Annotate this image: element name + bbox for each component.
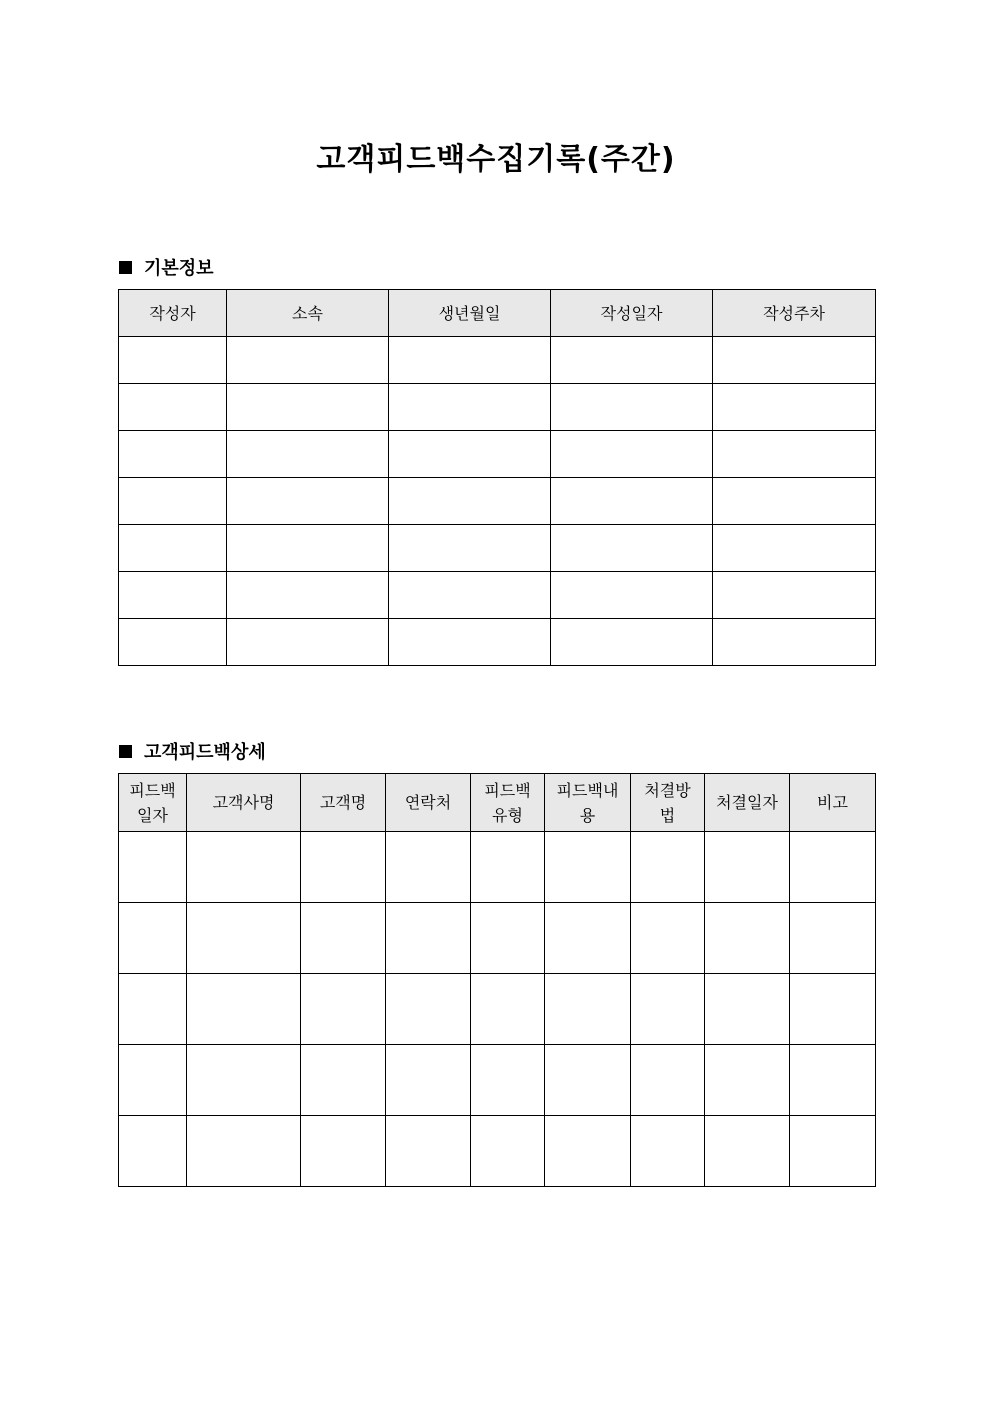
table-cell[interactable] [119, 974, 187, 1045]
table-cell[interactable] [389, 525, 551, 572]
page-title: 고객피드백수집기록(주간) [316, 142, 676, 177]
square-bullet-icon [119, 745, 132, 758]
feedback-detail-table [118, 773, 876, 1187]
column-header-written-date: 작성일자 [551, 290, 713, 337]
table-cell[interactable] [631, 832, 705, 903]
table-cell[interactable] [301, 1045, 386, 1116]
table-cell[interactable] [471, 1045, 545, 1116]
table-cell[interactable] [389, 619, 551, 666]
table-cell[interactable] [713, 384, 876, 431]
header-line: 비고 [817, 793, 848, 812]
table-cell[interactable] [389, 431, 551, 478]
table-cell[interactable] [119, 478, 227, 525]
table-cell[interactable] [551, 572, 713, 619]
table-cell[interactable] [119, 903, 187, 974]
column-header-affiliation: 소속 [227, 290, 389, 337]
table-cell[interactable] [227, 431, 389, 478]
table-cell[interactable] [227, 337, 389, 384]
table-cell[interactable] [386, 1045, 471, 1116]
table-cell[interactable] [631, 1116, 705, 1187]
table-cell[interactable] [705, 974, 790, 1045]
table-cell[interactable] [187, 1116, 301, 1187]
table-cell[interactable] [119, 384, 227, 431]
table-cell[interactable] [119, 431, 227, 478]
table-row [119, 1045, 876, 1116]
column-header-written-week: 작성주차 [713, 290, 876, 337]
table-cell[interactable] [386, 974, 471, 1045]
header-line: 일자 [137, 805, 168, 825]
table-cell[interactable] [386, 832, 471, 903]
square-bullet-icon [119, 261, 132, 274]
table-cell[interactable] [301, 903, 386, 974]
table-cell[interactable] [119, 1116, 187, 1187]
table-cell[interactable] [386, 1116, 471, 1187]
table-cell[interactable] [705, 1116, 790, 1187]
column-header-feedback-date [119, 774, 187, 832]
table-cell[interactable] [227, 478, 389, 525]
section-heading-basic-info [119, 254, 214, 280]
table-cell[interactable] [119, 337, 227, 384]
table-row [119, 525, 876, 572]
table-cell[interactable] [790, 903, 876, 974]
column-header-feedback-type [471, 774, 545, 832]
table-header-row [119, 290, 876, 337]
column-header-resolution-method [631, 774, 705, 832]
header-line: 피드백 [129, 780, 176, 800]
table-row [119, 974, 876, 1045]
basic-info-table [118, 289, 876, 666]
table-cell[interactable] [705, 1045, 790, 1116]
column-header-contact [386, 774, 471, 832]
table-cell[interactable] [301, 832, 386, 903]
table-cell[interactable] [631, 903, 705, 974]
table-cell[interactable] [545, 1045, 631, 1116]
table-cell[interactable] [301, 1116, 386, 1187]
header-line: 피드백 [484, 780, 531, 800]
table-cell[interactable] [545, 1116, 631, 1187]
table-cell[interactable] [551, 431, 713, 478]
header-line: 피드백내 [556, 780, 619, 800]
column-header-birthdate: 생년월일 [389, 290, 551, 337]
column-header-customer-name [301, 774, 386, 832]
section-heading-label: 고객피드백상세 [144, 742, 266, 763]
column-header-resolution-date [705, 774, 790, 832]
table-cell[interactable] [227, 525, 389, 572]
table-row [119, 384, 876, 431]
table-cell[interactable] [631, 1045, 705, 1116]
header-line: 처결방 [644, 780, 691, 800]
table-cell[interactable] [389, 337, 551, 384]
table-cell[interactable] [545, 974, 631, 1045]
table-cell[interactable] [471, 832, 545, 903]
column-header-company-name [187, 774, 301, 832]
table-cell[interactable] [187, 903, 301, 974]
table-cell[interactable] [551, 619, 713, 666]
table-cell[interactable] [471, 903, 545, 974]
table-cell[interactable] [790, 832, 876, 903]
table-cell[interactable] [227, 384, 389, 431]
table-cell[interactable] [713, 337, 876, 384]
table-cell[interactable] [187, 1045, 301, 1116]
table-cell[interactable] [227, 619, 389, 666]
table-cell[interactable] [551, 525, 713, 572]
table-cell[interactable] [389, 572, 551, 619]
table-cell[interactable] [790, 1116, 876, 1187]
header-line: 고객사명 [212, 793, 275, 812]
column-header-feedback-content [545, 774, 631, 832]
table-cell[interactable] [705, 832, 790, 903]
table-cell[interactable] [551, 337, 713, 384]
header-line: 법 [659, 805, 676, 825]
table-cell[interactable] [386, 903, 471, 974]
table-cell[interactable] [119, 832, 187, 903]
table-cell[interactable] [471, 1116, 545, 1187]
table-cell[interactable] [389, 384, 551, 431]
header-line: 연락처 [404, 793, 452, 812]
table-cell[interactable] [471, 974, 545, 1045]
table-cell[interactable] [227, 572, 389, 619]
table-row [119, 478, 876, 525]
table-row [119, 337, 876, 384]
table-row [119, 431, 876, 478]
table-cell[interactable] [551, 478, 713, 525]
table-cell[interactable] [389, 478, 551, 525]
table-cell[interactable] [187, 832, 301, 903]
table-cell[interactable] [713, 572, 876, 619]
table-cell[interactable] [119, 572, 227, 619]
table-cell[interactable] [119, 525, 227, 572]
column-header-remarks [790, 774, 876, 832]
header-line: 유형 [492, 805, 523, 825]
column-header-writer: 작성자 [119, 290, 227, 337]
table-cell[interactable] [790, 1045, 876, 1116]
table-cell[interactable] [545, 903, 631, 974]
table-cell[interactable] [119, 1045, 187, 1116]
table-cell[interactable] [631, 974, 705, 1045]
header-line: 처결일자 [716, 793, 778, 812]
table-cell[interactable] [545, 832, 631, 903]
table-header-row [119, 774, 876, 832]
header-line: 고객명 [319, 793, 367, 812]
table-row [119, 1116, 876, 1187]
table-cell[interactable] [713, 619, 876, 666]
section-heading-label: 기본정보 [144, 258, 214, 279]
section-heading-feedback-detail [119, 738, 266, 764]
table-cell[interactable] [713, 478, 876, 525]
table-cell[interactable] [713, 525, 876, 572]
header-line: 용 [579, 805, 596, 825]
table-cell[interactable] [705, 903, 790, 974]
table-row [119, 619, 876, 666]
table-row [119, 832, 876, 903]
table-row [119, 903, 876, 974]
table-cell[interactable] [119, 619, 227, 666]
table-cell[interactable] [301, 974, 386, 1045]
table-cell[interactable] [790, 974, 876, 1045]
table-cell[interactable] [187, 974, 301, 1045]
table-row [119, 572, 876, 619]
table-cell[interactable] [713, 431, 876, 478]
table-cell[interactable] [551, 384, 713, 431]
